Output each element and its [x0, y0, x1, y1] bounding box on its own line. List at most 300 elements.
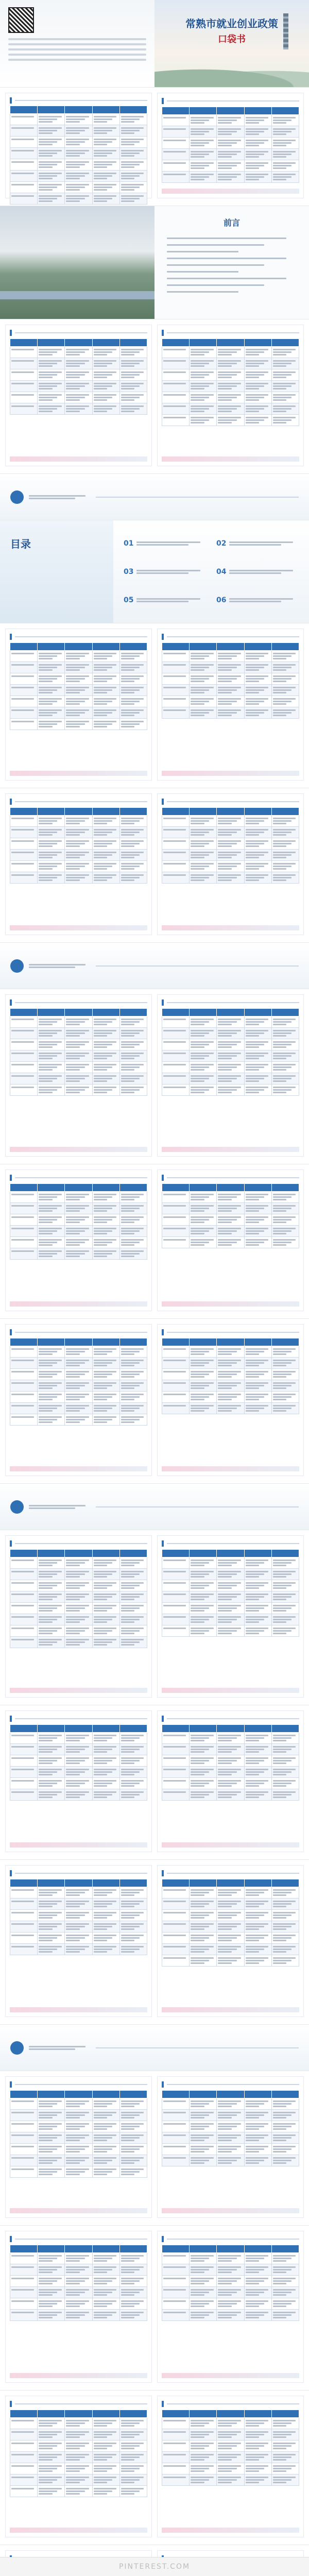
- unreadable-text: [94, 2477, 116, 2478]
- unreadable-text: [191, 1594, 213, 1595]
- unreadable-text: [66, 166, 80, 168]
- unreadable-text: [39, 2314, 57, 2316]
- unreadable-text: [191, 1582, 213, 1584]
- unreadable-text: [39, 1208, 57, 1209]
- unreadable-text: [66, 195, 89, 197]
- unreadable-text: [218, 829, 241, 831]
- unreadable-text: [218, 2162, 232, 2164]
- table-row: [10, 2121, 147, 2132]
- unreadable-text: [273, 1906, 287, 1907]
- unreadable-text: [66, 2128, 80, 2130]
- table-cell: [244, 816, 271, 827]
- left-page: [5, 1710, 152, 1852]
- unreadable-text: [191, 1066, 209, 1068]
- unreadable-text: [191, 669, 204, 671]
- unreadable-text: [94, 1419, 112, 1420]
- unreadable-text: [39, 1216, 61, 1218]
- unreadable-text: [218, 2283, 232, 2284]
- table-cell: [65, 2166, 92, 2178]
- table-body: [162, 1346, 299, 1414]
- unreadable-text: [246, 154, 264, 155]
- unreadable-text: [273, 1797, 287, 1798]
- table-cell: [38, 182, 65, 193]
- table-cell: [10, 1569, 38, 1580]
- unreadable-text: [94, 1069, 108, 1071]
- unreadable-text: [273, 2114, 291, 2116]
- unreadable-text: [246, 2266, 268, 2268]
- table-cell: [92, 182, 119, 193]
- table-cell: [119, 1073, 147, 1084]
- unreadable-text: [191, 351, 209, 353]
- unreadable-text: [246, 2454, 268, 2455]
- unreadable-text: [273, 1605, 296, 1606]
- unreadable-text: [39, 1641, 57, 1643]
- table-cell: [38, 651, 65, 662]
- column-header: [92, 1009, 119, 1016]
- unreadable-text: [66, 118, 84, 120]
- unreadable-text: [163, 2312, 186, 2313]
- table-cell: [162, 1226, 190, 1237]
- unreadable-text: [11, 2488, 34, 2489]
- unreadable-text: [94, 2448, 108, 2449]
- unreadable-text: [246, 1365, 260, 1366]
- unreadable-text: [39, 1385, 57, 1386]
- unreadable-text: [246, 1751, 260, 1753]
- unreadable-text: [39, 2151, 53, 2153]
- unreadable-text: [218, 351, 236, 353]
- unreadable-text: [218, 1080, 232, 1082]
- policy-table: [162, 1008, 299, 1096]
- table-cell: [190, 662, 217, 673]
- unreadable-text: [66, 1041, 89, 1043]
- table-cell: [162, 2463, 190, 2475]
- unreadable-text: [246, 363, 264, 364]
- unreadable-text: [66, 1605, 89, 1606]
- table-cell: [244, 369, 271, 381]
- unreadable-text: [218, 1914, 236, 1916]
- unreadable-text: [39, 1901, 61, 1902]
- table-cell: [10, 2475, 38, 2486]
- unreadable-text: [246, 1222, 260, 1223]
- unreadable-text: [66, 1250, 89, 1252]
- table-cell: [190, 172, 217, 183]
- unreadable-text: [11, 1935, 34, 1936]
- unreadable-text: [66, 1735, 89, 1736]
- unreadable-text: [94, 1894, 108, 1896]
- unreadable-text: [121, 721, 144, 722]
- table-cell: [190, 347, 217, 358]
- table-cell: [10, 1346, 38, 1358]
- unreadable-text: [39, 1219, 57, 1221]
- column-header: [217, 2245, 244, 2253]
- unreadable-text: [94, 1757, 116, 1759]
- unreadable-text: [94, 1382, 116, 1384]
- table-cell: [244, 2155, 271, 2166]
- unreadable-text: [273, 351, 291, 353]
- section-heading: [162, 1540, 299, 1547]
- unreadable-text: [39, 664, 61, 666]
- unreadable-text: [163, 117, 186, 118]
- unreadable-text: [94, 1573, 112, 1575]
- unreadable-text: [163, 2100, 186, 2102]
- unreadable-text: [121, 2272, 135, 2273]
- unreadable-text: [94, 1587, 108, 1589]
- unreadable-text: [11, 1757, 34, 1759]
- unreadable-text: [246, 1582, 268, 1584]
- unreadable-text: [163, 1605, 186, 1606]
- table-cell: [65, 125, 92, 137]
- table-row: [10, 2486, 147, 2497]
- unreadable-text: [191, 1044, 209, 1045]
- unreadable-text: [163, 1394, 186, 1395]
- unreadable-text: [218, 1055, 236, 1057]
- table-cell: [65, 1569, 92, 1580]
- unreadable-text: [66, 2112, 89, 2113]
- unreadable-text: [121, 127, 144, 129]
- unreadable-text: [246, 675, 268, 677]
- contents-item[interactable]: [216, 561, 299, 582]
- unreadable-text: [163, 1769, 186, 1770]
- unreadable-text: [39, 687, 61, 688]
- table-cell: [217, 2310, 244, 2321]
- unreadable-text: [66, 388, 80, 389]
- unreadable-text: [39, 1019, 61, 1020]
- unreadable-text: [94, 1353, 108, 1355]
- unreadable-text: [121, 1080, 135, 1082]
- unreadable-text: [163, 1582, 186, 1584]
- unreadable-text: [191, 820, 209, 822]
- table-cell: [92, 1248, 119, 1260]
- unreadable-text: [218, 703, 232, 705]
- unreadable-text: [39, 2269, 57, 2270]
- table-cell: [190, 115, 217, 126]
- table-row: [10, 2298, 147, 2310]
- table-cell: [92, 1755, 119, 1767]
- table-row: [10, 2429, 147, 2441]
- unreadable-text: [273, 2140, 287, 2141]
- column-header: [244, 643, 271, 651]
- unreadable-text: [167, 238, 286, 239]
- unreadable-text: [66, 2490, 84, 2492]
- unreadable-text: [246, 1735, 268, 1736]
- table-row: [10, 816, 147, 827]
- unreadable-text: [94, 1216, 116, 1218]
- unreadable-text: [66, 1639, 89, 1640]
- unreadable-text: [94, 187, 112, 188]
- unreadable-text: [191, 1075, 213, 1077]
- unreadable-text: [121, 874, 144, 876]
- unreadable-text: [273, 655, 291, 657]
- unreadable-text: [246, 1233, 260, 1234]
- unreadable-text: [273, 122, 287, 124]
- unreadable-text: [167, 251, 238, 252]
- table-cell: [217, 872, 244, 884]
- table-cell: [10, 707, 38, 719]
- table-cell: [217, 1887, 244, 1899]
- unreadable-text: [121, 1374, 140, 1375]
- unreadable-text: [218, 2303, 236, 2304]
- column-header: [244, 1338, 271, 1346]
- unreadable-text: [66, 1419, 84, 1420]
- table-cell: [119, 2463, 147, 2475]
- contents-item[interactable]: [124, 589, 206, 611]
- unreadable-text: [66, 868, 80, 870]
- unreadable-text: [273, 1749, 291, 1750]
- unreadable-text: [66, 1616, 89, 1618]
- unreadable-text: [66, 132, 80, 134]
- cover-subtitle: 口袋书: [218, 34, 246, 45]
- unreadable-text: [39, 1064, 61, 1065]
- unreadable-text: [39, 2482, 53, 2483]
- table-cell: [38, 1603, 65, 1614]
- unreadable-text: [39, 2258, 57, 2259]
- table-cell: [38, 2418, 65, 2429]
- unreadable-text: [94, 687, 116, 688]
- table-cell: [92, 1580, 119, 1591]
- unreadable-text: [39, 1058, 53, 1059]
- policy-table: [162, 2245, 299, 2321]
- unreadable-text: [29, 2046, 85, 2047]
- unreadable-text: [191, 1914, 209, 1916]
- unreadable-text: [218, 689, 236, 691]
- unreadable-text: [273, 1565, 287, 1566]
- unreadable-text: [66, 385, 84, 387]
- unreadable-text: [8, 59, 146, 61]
- unreadable-text: [121, 187, 140, 188]
- unreadable-text: [273, 689, 291, 691]
- unreadable-text: [66, 1064, 89, 1065]
- unreadable-text: [66, 1408, 84, 1409]
- unreadable-text: [218, 1041, 241, 1043]
- table-cell: [65, 137, 92, 148]
- table-cell: [190, 1614, 217, 1625]
- unreadable-text: [218, 1928, 232, 1930]
- unreadable-text: [121, 354, 135, 355]
- table-cell: [65, 381, 92, 392]
- unreadable-text: [273, 2280, 291, 2282]
- unreadable-text: [121, 371, 144, 373]
- table-cell: [65, 1214, 92, 1226]
- column-header: [190, 107, 217, 115]
- unreadable-text: [273, 2456, 291, 2458]
- unreadable-text: [66, 2445, 84, 2447]
- unreadable-text: [273, 2148, 291, 2150]
- unreadable-text: [273, 142, 291, 144]
- table-header-row: [10, 643, 147, 651]
- unreadable-text: [191, 2303, 209, 2304]
- section-heading: [10, 2081, 147, 2088]
- unreadable-text: [66, 1794, 84, 1795]
- unreadable-text: [273, 1616, 296, 1618]
- unreadable-text: [121, 2151, 135, 2153]
- unreadable-text: [121, 388, 135, 389]
- unreadable-text: [273, 1046, 287, 1048]
- table-cell: [38, 2310, 65, 2321]
- table-head: [10, 1184, 147, 1192]
- section-title: [29, 494, 91, 500]
- unreadable-text: [94, 692, 108, 693]
- unreadable-text: [121, 1903, 140, 1905]
- unreadable-text: [218, 405, 241, 407]
- table-cell: [271, 1237, 299, 1248]
- table-cell: [190, 2253, 217, 2264]
- unreadable-text: [94, 1253, 112, 1255]
- unreadable-text: [191, 1901, 213, 1902]
- unreadable-text: [246, 2255, 268, 2257]
- policy-table: [162, 338, 299, 426]
- unreadable-text: [39, 1605, 61, 1606]
- unreadable-text: [94, 829, 116, 831]
- unreadable-text: [273, 712, 291, 714]
- section-rule: [15, 332, 147, 333]
- section-rule: [167, 2084, 299, 2085]
- table-cell: [65, 1744, 92, 1755]
- unreadable-text: [39, 1923, 61, 1925]
- unreadable-text: [191, 879, 204, 881]
- unreadable-text: [273, 165, 291, 166]
- table-cell: [38, 673, 65, 685]
- unreadable-text: [218, 1737, 236, 1739]
- unreadable-text: [11, 360, 34, 362]
- table-cell: [119, 1899, 147, 1910]
- unreadable-text: [121, 1196, 140, 1198]
- right-page: [157, 1865, 304, 2017]
- unreadable-text: [273, 1757, 296, 1759]
- table-header-row: [10, 2091, 147, 2098]
- unreadable-text: [39, 721, 61, 722]
- unreadable-text: [246, 2289, 268, 2291]
- unreadable-text: [246, 2280, 264, 2282]
- unreadable-text: [121, 1399, 135, 1400]
- table-row: [10, 125, 147, 137]
- table-head: [162, 1725, 299, 1733]
- table-cell: [92, 2475, 119, 2486]
- unreadable-text: [39, 1044, 57, 1045]
- qr-code: [8, 7, 34, 33]
- table-cell: [10, 381, 38, 392]
- table-cell: [10, 1944, 38, 1955]
- table-cell: [65, 1073, 92, 1084]
- unreadable-text: [163, 687, 186, 688]
- unreadable-text: [273, 2128, 287, 2130]
- table-cell: [119, 872, 147, 884]
- unreadable-text: [191, 1610, 204, 1612]
- table-head: [10, 2410, 147, 2418]
- table-cell: [65, 2144, 92, 2155]
- unreadable-text: [121, 2420, 144, 2421]
- table-head: [162, 2410, 299, 2418]
- unreadable-text: [121, 408, 140, 410]
- table-cell: [10, 1603, 38, 1614]
- unreadable-text: [191, 1576, 204, 1578]
- unreadable-text: [273, 675, 296, 677]
- unreadable-text: [273, 1222, 287, 1223]
- table-cell: [244, 138, 271, 149]
- unreadable-text: [191, 2420, 213, 2421]
- unreadable-text: [218, 140, 241, 141]
- unreadable-text: [191, 2134, 213, 2136]
- unreadable-text: [29, 498, 75, 499]
- unreadable-text: [246, 2317, 260, 2318]
- table-cell: [10, 2132, 38, 2144]
- contents-item[interactable]: [216, 533, 299, 554]
- unreadable-text: [66, 1607, 84, 1609]
- table-cell: [217, 347, 244, 358]
- table-cell: [92, 347, 119, 358]
- unreadable-text: [191, 1633, 204, 1634]
- unreadable-text: [39, 178, 53, 179]
- table-cell: [217, 1237, 244, 1248]
- unreadable-text: [66, 2126, 84, 2127]
- table-cell: [162, 1214, 190, 1226]
- unreadable-text: [66, 2123, 89, 2125]
- unreadable-text: [273, 2255, 296, 2257]
- unreadable-text: [218, 179, 232, 180]
- unreadable-text: [66, 1410, 80, 1412]
- unreadable-text: [39, 1791, 61, 1793]
- table-cell: [244, 1073, 271, 1084]
- contents-item[interactable]: [216, 589, 299, 611]
- table-row: [162, 2110, 299, 2121]
- table-cell: [190, 2276, 217, 2287]
- table-spread: [0, 2071, 309, 2226]
- left-page: [5, 793, 152, 935]
- unreadable-text: [121, 863, 144, 865]
- unreadable-text: [218, 2112, 241, 2113]
- unreadable-text: [163, 1371, 186, 1372]
- contents-item[interactable]: [124, 533, 206, 554]
- unreadable-text: [218, 1610, 232, 1612]
- unreadable-text: [273, 1360, 296, 1361]
- contents-item[interactable]: [124, 561, 206, 582]
- unreadable-text: [121, 1928, 135, 1930]
- unreadable-text: [121, 692, 135, 693]
- unreadable-text: [191, 1562, 209, 1564]
- table-cell: [38, 1625, 65, 1637]
- unreadable-text: [11, 2266, 34, 2268]
- unreadable-text: [273, 1560, 296, 1561]
- unreadable-text: [218, 408, 236, 410]
- unreadable-text: [218, 354, 232, 355]
- unreadable-text: [246, 818, 268, 819]
- table-cell: [92, 1237, 119, 1248]
- table-head: [10, 2245, 147, 2253]
- table-row: [162, 115, 299, 126]
- table-cell: [217, 1050, 244, 1062]
- unreadable-text: [246, 1078, 264, 1079]
- unreadable-text: [246, 1219, 264, 1221]
- unreadable-text: [39, 1783, 57, 1784]
- table-cell: [244, 1955, 271, 1967]
- table-cell: [92, 1226, 119, 1237]
- unreadable-text: [94, 377, 108, 378]
- table-cell: [190, 2264, 217, 2276]
- table-row: [162, 2098, 299, 2110]
- unreadable-text: [273, 2420, 296, 2421]
- unreadable-text: [66, 1348, 89, 1350]
- unreadable-text: [246, 1780, 268, 1782]
- table-cell: [271, 1369, 299, 1380]
- table-row: [10, 148, 147, 159]
- unreadable-text: [246, 2312, 268, 2313]
- table-cell: [162, 838, 190, 850]
- table-cell: [217, 673, 244, 685]
- unreadable-text: [246, 863, 268, 865]
- table-spread: [0, 1705, 309, 1860]
- table-cell: [10, 2144, 38, 2155]
- table-cell: [10, 2429, 38, 2441]
- unreadable-text: [66, 150, 89, 151]
